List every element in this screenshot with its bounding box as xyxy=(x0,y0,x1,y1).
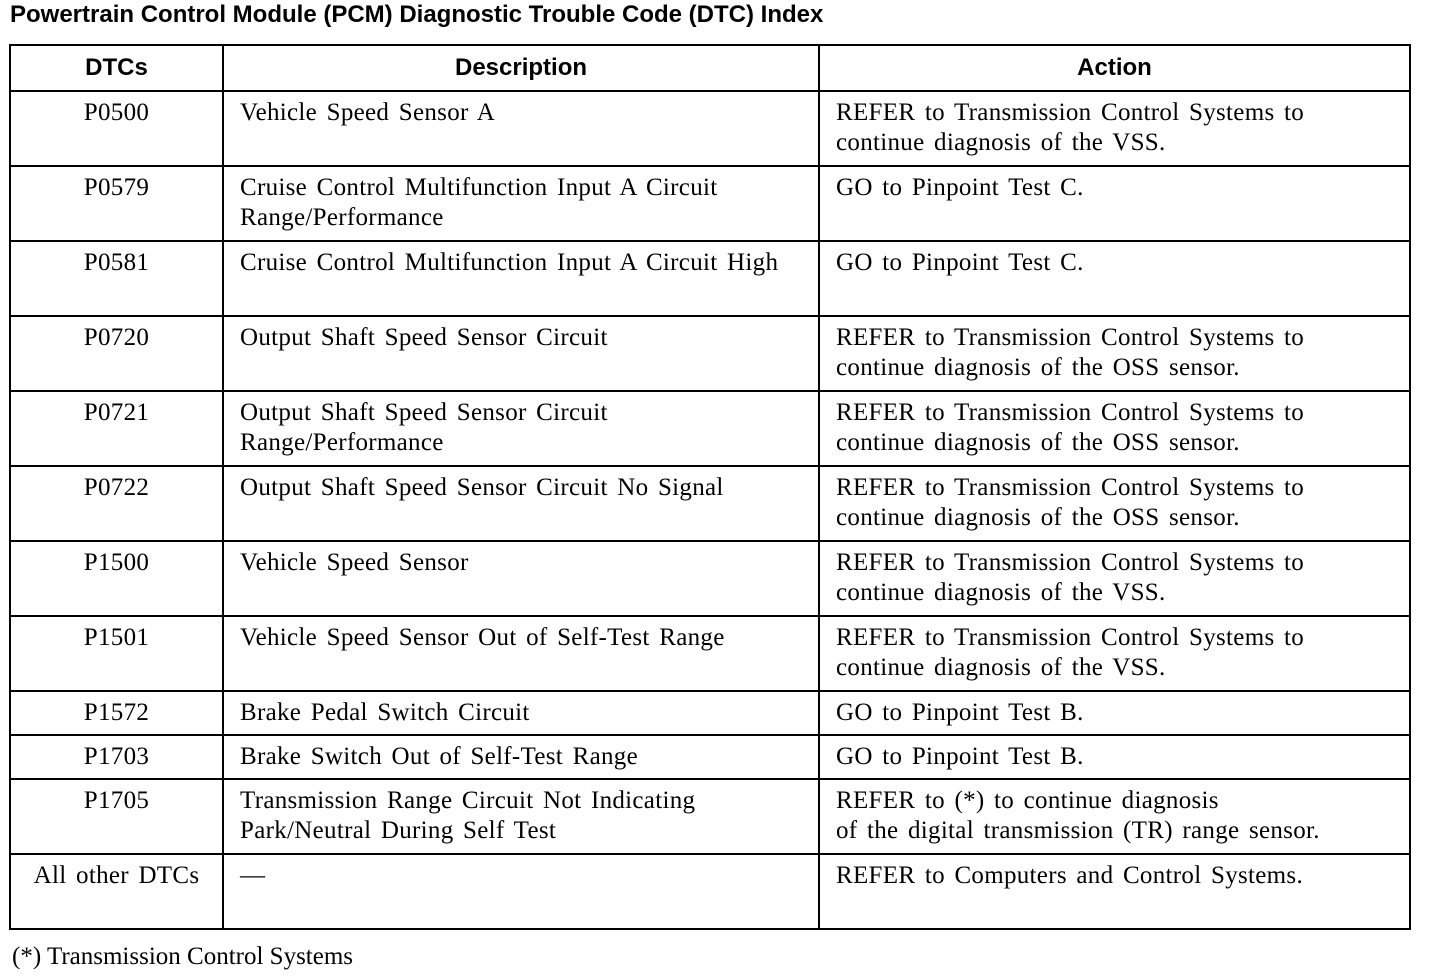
dtc-cell xyxy=(10,691,223,735)
dtc-cell xyxy=(10,854,223,929)
action-text xyxy=(820,780,1409,846)
table-row xyxy=(10,166,1410,241)
table-row xyxy=(10,316,1410,391)
table-row xyxy=(10,466,1410,541)
footnote: (*) Transmission Control Systems xyxy=(12,943,354,970)
description-text: Brake Pedal Switch Circuit xyxy=(240,699,530,726)
description-cell xyxy=(223,241,819,316)
action-cell xyxy=(819,854,1410,929)
table-row xyxy=(10,541,1410,616)
dtc-cell xyxy=(10,166,223,241)
dtc-cell xyxy=(10,735,223,779)
description-cell xyxy=(223,541,819,616)
action-text: REFER to Transmission Control Systems to continue diagnosis of the OSS sensor. xyxy=(836,324,1305,381)
action-cell xyxy=(819,541,1410,616)
dtc-code: P1572 xyxy=(83,699,150,726)
action-cell xyxy=(819,316,1410,391)
description-text: Output Shaft Speed Sensor Circuit No Signal xyxy=(240,474,724,501)
action-text: REFER to Computers and Control Systems. xyxy=(836,862,1303,889)
dtc-code: P0721 xyxy=(83,399,150,426)
description-cell xyxy=(223,854,819,929)
action-cell xyxy=(819,241,1410,316)
description-cell xyxy=(223,316,819,391)
action-cell xyxy=(819,735,1410,779)
action-text: REFER to Transmission Control Systems to continue diagnosis of the OSS sensor. xyxy=(836,399,1305,456)
action-cell xyxy=(819,166,1410,241)
dtc-cell xyxy=(10,91,223,166)
action-cell xyxy=(819,91,1410,166)
action-line: REFER to (*) to continue diagnosis xyxy=(836,787,1219,814)
description-text: Output Shaft Speed Sensor Circuit xyxy=(240,324,608,351)
dtc-cell xyxy=(10,391,223,466)
dtc-index-table xyxy=(9,44,1411,930)
action-cell xyxy=(819,779,1410,854)
action-line: of the digital transmission (TR) range sensor. xyxy=(836,817,1320,844)
table-row xyxy=(10,391,1410,466)
table-row xyxy=(10,854,1410,929)
description-cell xyxy=(223,779,819,854)
description-text: Cruise Control Multifunction Input A Circuit Range/Performance xyxy=(240,174,718,231)
header-description: Description xyxy=(223,45,819,91)
header-action: Action xyxy=(819,45,1410,91)
dtc-cell xyxy=(10,779,223,854)
description-text: Output Shaft Speed Sensor Circuit Range/Performance xyxy=(240,399,608,456)
table-row xyxy=(10,616,1410,691)
dtc-code: P0720 xyxy=(83,324,150,351)
description-cell xyxy=(223,166,819,241)
action-text: REFER to Transmission Control Systems to continue diagnosis of the VSS. xyxy=(836,99,1305,156)
table-row xyxy=(10,779,1410,854)
dtc-code: P1500 xyxy=(83,549,150,576)
dtc-code: P0500 xyxy=(83,99,150,126)
dtc-cell xyxy=(10,616,223,691)
description-text: Transmission Range Circuit Not Indicating Park/Neutral During Self Test xyxy=(240,787,696,844)
description-text: Vehicle Speed Sensor xyxy=(240,549,469,576)
action-text: REFER to Transmission Control Systems to continue diagnosis of the OSS sensor. xyxy=(836,474,1305,531)
table-row xyxy=(10,241,1410,316)
action-cell xyxy=(819,391,1410,466)
action-text: GO to Pinpoint Test B. xyxy=(836,699,1084,726)
action-cell xyxy=(819,616,1410,691)
dtc-code: All other DTCs xyxy=(33,862,200,889)
action-text: GO to Pinpoint Test B. xyxy=(836,743,1084,770)
description-text: Vehicle Speed Sensor A xyxy=(240,99,496,126)
dtc-cell xyxy=(10,316,223,391)
dtc-code: P1705 xyxy=(83,787,150,814)
description-cell xyxy=(223,691,819,735)
dtc-cell xyxy=(10,466,223,541)
action-cell xyxy=(819,691,1410,735)
dtc-cell xyxy=(10,241,223,316)
table-row xyxy=(10,91,1410,166)
dtc-code: P0581 xyxy=(83,249,150,276)
description-cell xyxy=(223,735,819,779)
description-cell xyxy=(223,91,819,166)
dtc-code: P0579 xyxy=(83,174,150,201)
dtc-code: P1703 xyxy=(83,743,150,770)
action-text: REFER to Transmission Control Systems to continue diagnosis of the VSS. xyxy=(836,549,1305,606)
action-text: GO to Pinpoint Test C. xyxy=(836,249,1084,276)
page-title: Powertrain Control Module (PCM) Diagnostic Trouble Code (DTC) Index xyxy=(10,1,824,28)
action-text: GO to Pinpoint Test C. xyxy=(836,174,1084,201)
table-row xyxy=(10,735,1410,779)
dtc-cell xyxy=(10,541,223,616)
action-text: REFER to Transmission Control Systems to continue diagnosis of the VSS. xyxy=(836,624,1305,681)
description-text: Cruise Control Multifunction Input A Circuit High xyxy=(240,249,779,276)
dtc-code: P0722 xyxy=(83,474,150,501)
description-cell xyxy=(223,466,819,541)
table-header-row xyxy=(10,45,1410,91)
description-cell xyxy=(223,616,819,691)
table-row xyxy=(10,691,1410,735)
action-cell xyxy=(819,466,1410,541)
description-text: Brake Switch Out of Self-Test Range xyxy=(240,743,638,770)
description-text: Vehicle Speed Sensor Out of Self-Test Range xyxy=(240,624,725,651)
description-cell xyxy=(223,391,819,466)
header-dtcs: DTCs xyxy=(10,45,223,91)
description-text: — xyxy=(240,862,266,889)
dtc-code: P1501 xyxy=(83,624,150,651)
